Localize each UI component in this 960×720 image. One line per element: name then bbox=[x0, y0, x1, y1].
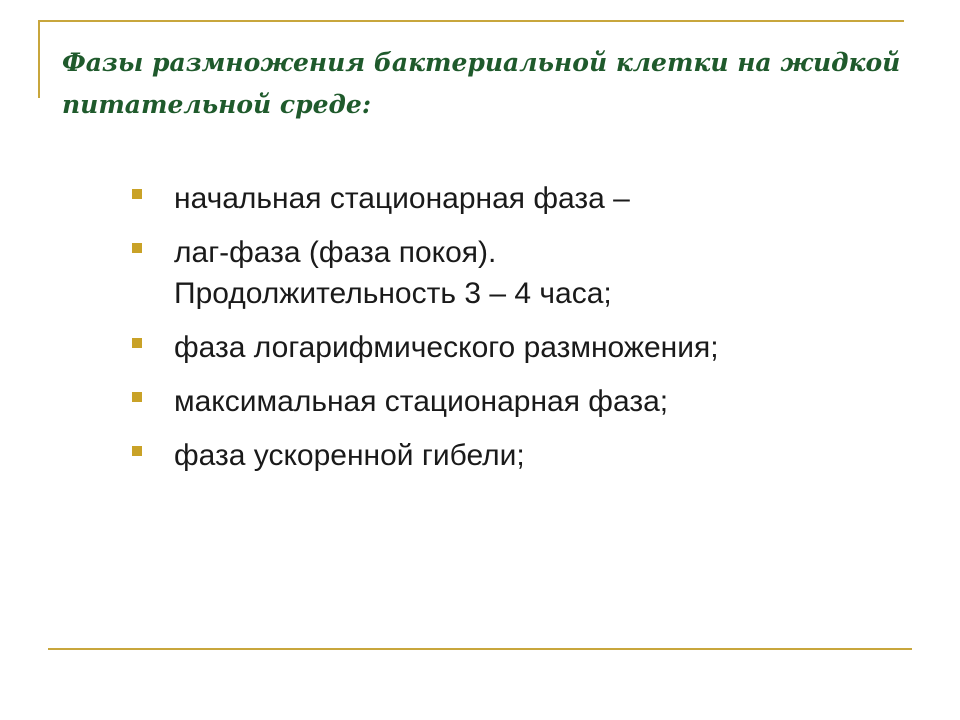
bullet-text: фаза логарифмического размножения; bbox=[174, 331, 719, 364]
bullet-item bbox=[130, 232, 920, 314]
bullet-item bbox=[130, 178, 920, 219]
square-bullet-icon bbox=[132, 189, 142, 199]
square-bullet-icon bbox=[132, 446, 142, 456]
bottom-rule-divider bbox=[48, 648, 912, 650]
left-rule-divider bbox=[38, 20, 40, 98]
bullet-text: максимальная стационарная фаза; bbox=[174, 385, 669, 418]
bullet-text-continuation: Продолжительность 3 – 4 часа; bbox=[174, 277, 612, 310]
bullet-item bbox=[130, 327, 920, 368]
bullet-text: начальная стационарная фаза – bbox=[174, 182, 630, 215]
top-rule-divider bbox=[38, 20, 904, 22]
slide-title: Фазы размножения бактериальной клетки на жидкой питательной среде: bbox=[62, 48, 901, 119]
square-bullet-icon bbox=[132, 392, 142, 402]
square-bullet-icon bbox=[132, 243, 142, 253]
square-bullet-icon bbox=[132, 338, 142, 348]
bullet-text: фаза ускоренной гибели; bbox=[174, 439, 525, 472]
bullet-text: лаг-фаза (фаза покоя). bbox=[174, 236, 497, 269]
bullet-list bbox=[130, 178, 920, 489]
bullet-item bbox=[130, 381, 920, 422]
bullet-item bbox=[130, 435, 920, 476]
